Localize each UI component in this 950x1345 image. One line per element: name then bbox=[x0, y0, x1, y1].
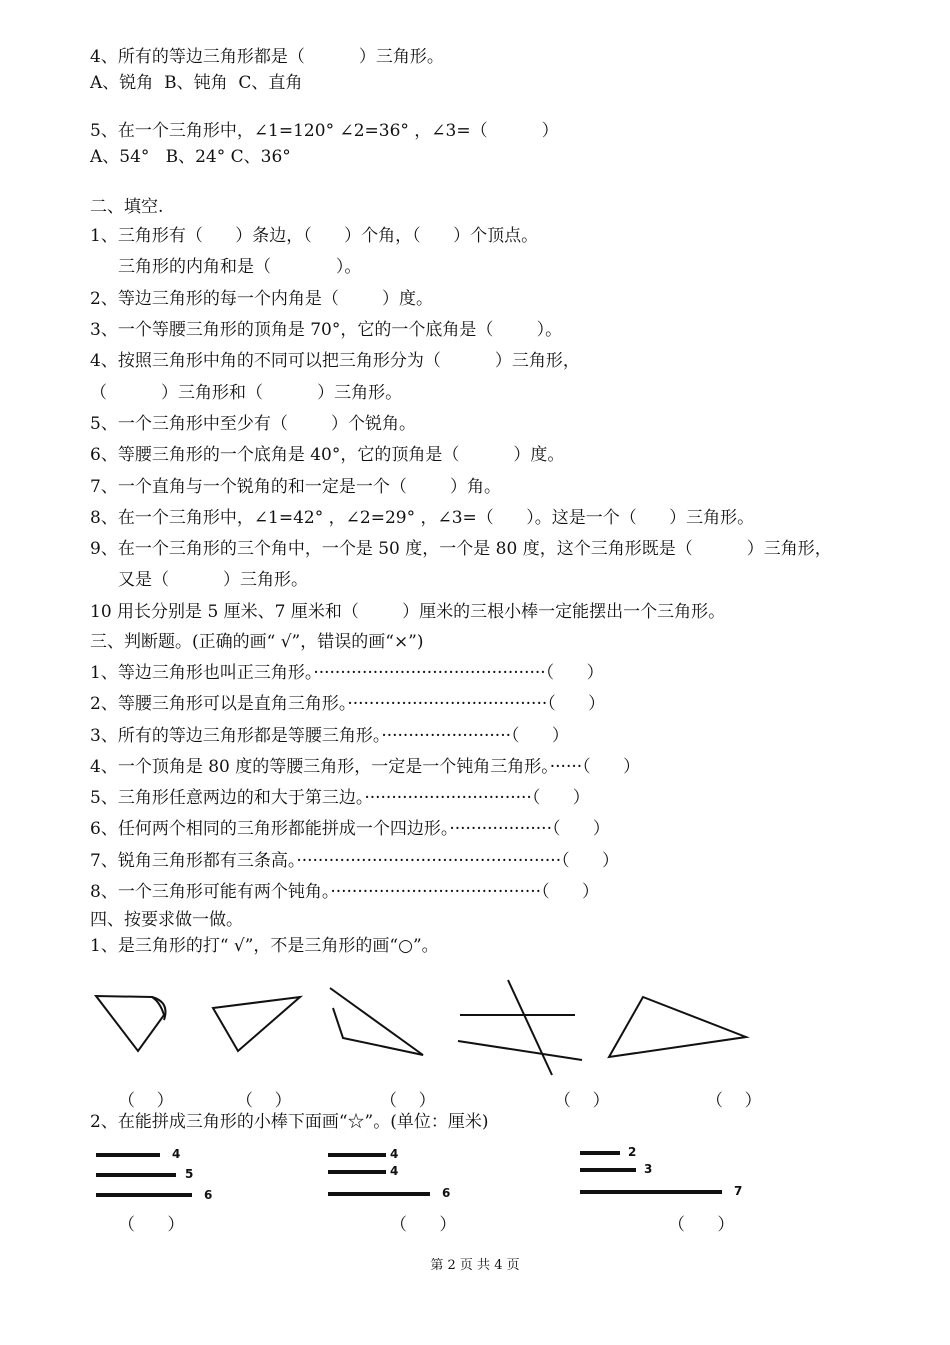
section-2-title: 二、填空. bbox=[90, 197, 164, 217]
sector-shape bbox=[96, 996, 164, 1051]
answer-paren-3[interactable]: （ ） bbox=[380, 1091, 436, 1111]
fill-item-2: 2、等边三角形的每一个内角是（ ）度。 bbox=[90, 289, 434, 309]
stick-3-1 bbox=[580, 1151, 620, 1155]
judge-item-3: 3、所有的等边三角形都是等腰三角形。························（ ） bbox=[90, 726, 569, 746]
triangle-shape-2 bbox=[213, 997, 300, 1051]
stick-label-1-3: 6 bbox=[204, 1188, 213, 1202]
stick-1-2 bbox=[96, 1173, 176, 1177]
star-paren-2[interactable]: （ ） bbox=[390, 1215, 457, 1235]
stick-3-3 bbox=[580, 1190, 722, 1194]
fill-item-3: 3、一个等腰三角形的顶角是 70°，它的一个底角是（ ）。 bbox=[90, 320, 563, 340]
section-3-title: 三、判断题。(正确的画“ √”，错误的画“×”) bbox=[90, 632, 424, 652]
judge-item-7: 7、锐角三角形都有三条高。·················································（ ） bbox=[90, 851, 620, 871]
stick-2-1 bbox=[328, 1153, 386, 1157]
stick-1-1 bbox=[96, 1153, 160, 1157]
judge-item-6: 6、任何两个相同的三角形都能拼成一个四边形。···················（ ） bbox=[90, 819, 610, 839]
fill-item-8: 8、在一个三角形中，∠1=42° ，∠2=29° ，∠3=（ ）。这是一个（ ）三角形。 bbox=[90, 508, 755, 528]
fill-item-5: 5、一个三角形中至少有（ ）个锐角。 bbox=[90, 414, 417, 434]
fill-item-6: 6、等腰三角形的一个底角是 40°，它的顶角是（ ）度。 bbox=[90, 445, 565, 465]
stick-label-2-3: 6 bbox=[442, 1186, 451, 1200]
fill-item-9: 9、在一个三角形的三个角中，一个是 50 度，一个是 80 度，这个三角形既是（ ）三角形， bbox=[90, 539, 832, 559]
task-1: 1、是三角形的打“ √”，不是三角形的画“○”。 bbox=[90, 936, 439, 956]
stick-label-2-1: 4 bbox=[390, 1147, 399, 1161]
answer-paren-1[interactable]: （ ） bbox=[118, 1091, 174, 1111]
triangle-shape-5 bbox=[609, 997, 746, 1057]
stick-label-1-2: 5 bbox=[185, 1167, 194, 1181]
fill-item-4b: （ ）三角形和（ ）三角形。 bbox=[90, 383, 403, 403]
stick-label-3-2: 3 bbox=[644, 1162, 653, 1176]
fill-item-1: 1、三角形有（ ）条边，（ ）个角，（ ）个顶点。 bbox=[90, 226, 539, 246]
stick-label-3-1: 2 bbox=[628, 1145, 637, 1159]
question-4-options: A、锐角 B、钝角 C、直角 bbox=[90, 73, 303, 93]
answer-paren-5[interactable]: （ ） bbox=[706, 1091, 762, 1111]
section-4-title: 四、按要求做一做。 bbox=[90, 910, 243, 930]
star-paren-3[interactable]: （ ） bbox=[668, 1215, 735, 1235]
answer-paren-4[interactable]: （ ） bbox=[554, 1091, 610, 1111]
stick-1-3 bbox=[96, 1193, 192, 1197]
stick-label-2-2: 4 bbox=[390, 1164, 399, 1178]
answer-paren-2[interactable]: （ ） bbox=[236, 1091, 292, 1111]
judge-item-5: 5、三角形任意两边的和大于第三边。·······························（ ） bbox=[90, 788, 590, 808]
judge-item-2: 2、等腰三角形可以是直角三角形。·····································（ ） bbox=[90, 694, 606, 714]
fill-item-10: 10 用长分别是 5 厘米、7 厘米和（ ）厘米的三根小棒一定能摆出一个三角形。 bbox=[90, 602, 726, 622]
fill-item-9b: 又是（ ）三角形。 bbox=[118, 570, 309, 590]
shape-figures bbox=[0, 975, 950, 1095]
question-5-options: A、54° B、24° C、36° bbox=[90, 147, 291, 167]
crossing-line-2 bbox=[458, 1041, 582, 1060]
stick-2-3 bbox=[328, 1192, 430, 1196]
fill-item-1b: 三角形的内角和是（ ）。 bbox=[118, 257, 362, 277]
star-paren-1[interactable]: （ ） bbox=[118, 1215, 185, 1235]
judge-item-8: 8、一个三角形可能有两个钝角。·······································（ ） bbox=[90, 882, 599, 902]
judge-item-4: 4、一个顶角是 80 度的等腰三角形，一定是一个钝角三角形。······（ ） bbox=[90, 757, 641, 777]
question-4: 4、所有的等边三角形都是（ ）三角形。 bbox=[90, 47, 444, 67]
fill-item-7: 7、一个直角与一个锐角的和一定是一个（ ）角。 bbox=[90, 477, 502, 497]
stick-label-1-1: 4 bbox=[172, 1147, 181, 1161]
open-triangle-shape bbox=[330, 988, 423, 1055]
fill-item-4: 4、按照三角形中角的不同可以把三角形分为（ ）三角形， bbox=[90, 351, 580, 371]
page-footer: 第 2 页 共 4 页 bbox=[430, 1258, 520, 1273]
judge-item-1: 1、等边三角形也叫正三角形。···········································（ ） bbox=[90, 663, 604, 683]
stick-2-2 bbox=[328, 1170, 386, 1174]
crossing-line-3 bbox=[508, 980, 552, 1075]
stick-label-3-3: 7 bbox=[734, 1184, 743, 1198]
question-5: 5、在一个三角形中，∠1=120° ∠2=36° ，∠3=（ ） bbox=[90, 121, 559, 141]
stick-3-2 bbox=[580, 1168, 636, 1172]
task-2: 2、在能拼成三角形的小棒下面画“☆”。(单位：厘米) bbox=[90, 1112, 489, 1132]
